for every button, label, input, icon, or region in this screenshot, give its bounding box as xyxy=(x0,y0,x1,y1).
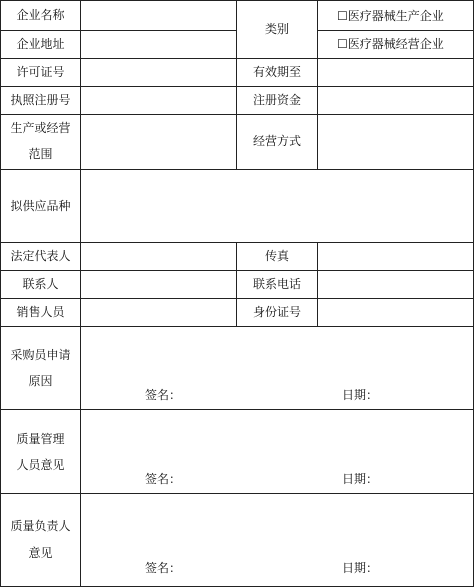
business-reg-no-label: 执照注册号 xyxy=(10,93,71,107)
rule xyxy=(0,409,474,410)
category-option-manufacturer[interactable]: ☐医疗器械生产企业 xyxy=(337,9,444,23)
qa-head-date-label: 日期： xyxy=(342,561,379,575)
qa-manager-signature-label: 签名： xyxy=(145,472,182,486)
qa-manager-label-cont: 人员意见 xyxy=(16,458,65,472)
qa-manager-label: 质量管理 xyxy=(16,432,65,446)
business-mode-label: 经营方式 xyxy=(252,134,301,148)
production-scope-label: 生产或经营 xyxy=(10,121,71,135)
rule xyxy=(317,0,318,169)
rule xyxy=(0,0,1,587)
rule xyxy=(0,30,236,31)
registered-capital-label: 注册资金 xyxy=(252,93,301,107)
rule xyxy=(0,86,474,87)
qa-head-label-cont: 意见 xyxy=(28,546,53,560)
qa-head-signature-label: 签名： xyxy=(145,561,182,575)
rule xyxy=(0,493,474,494)
sales-person-label: 销售人员 xyxy=(16,305,65,319)
qa-head-label: 质量负责人 xyxy=(10,519,71,533)
company-name-label: 企业名称 xyxy=(16,8,65,22)
qa-manager-date-label: 日期： xyxy=(342,472,379,486)
rule xyxy=(0,0,474,1)
rule xyxy=(0,114,474,115)
buyer-reason-label: 采购员申请 xyxy=(10,348,71,362)
rule xyxy=(0,58,474,59)
id-no-label: 身份证号 xyxy=(252,305,301,319)
proposed-products-label: 拟供应品种 xyxy=(10,199,71,213)
legal-rep-label: 法定代表人 xyxy=(10,249,71,263)
rule xyxy=(0,270,474,271)
rule xyxy=(0,242,474,243)
valid-until-label: 有效期至 xyxy=(252,65,301,79)
rule xyxy=(0,298,474,299)
category-label: 类别 xyxy=(264,22,289,36)
buyer-reason-label-cont: 原因 xyxy=(28,374,53,388)
contact-phone-label: 联系电话 xyxy=(252,277,301,291)
company-address-label: 企业地址 xyxy=(16,37,65,51)
rule xyxy=(0,326,474,327)
production-scope-label-cont: 范围 xyxy=(28,147,53,161)
rule xyxy=(80,0,81,587)
license-no-label: 许可证号 xyxy=(16,65,65,79)
contact-label: 联系人 xyxy=(22,277,59,291)
rule xyxy=(317,30,474,31)
rule xyxy=(317,242,318,326)
rule xyxy=(0,169,474,170)
buyer-signature-label: 签名： xyxy=(145,388,182,402)
buyer-date-label: 日期： xyxy=(342,388,379,402)
fax-label: 传真 xyxy=(264,249,289,263)
category-option-distributor[interactable]: ☐医疗器械经营企业 xyxy=(337,37,444,51)
